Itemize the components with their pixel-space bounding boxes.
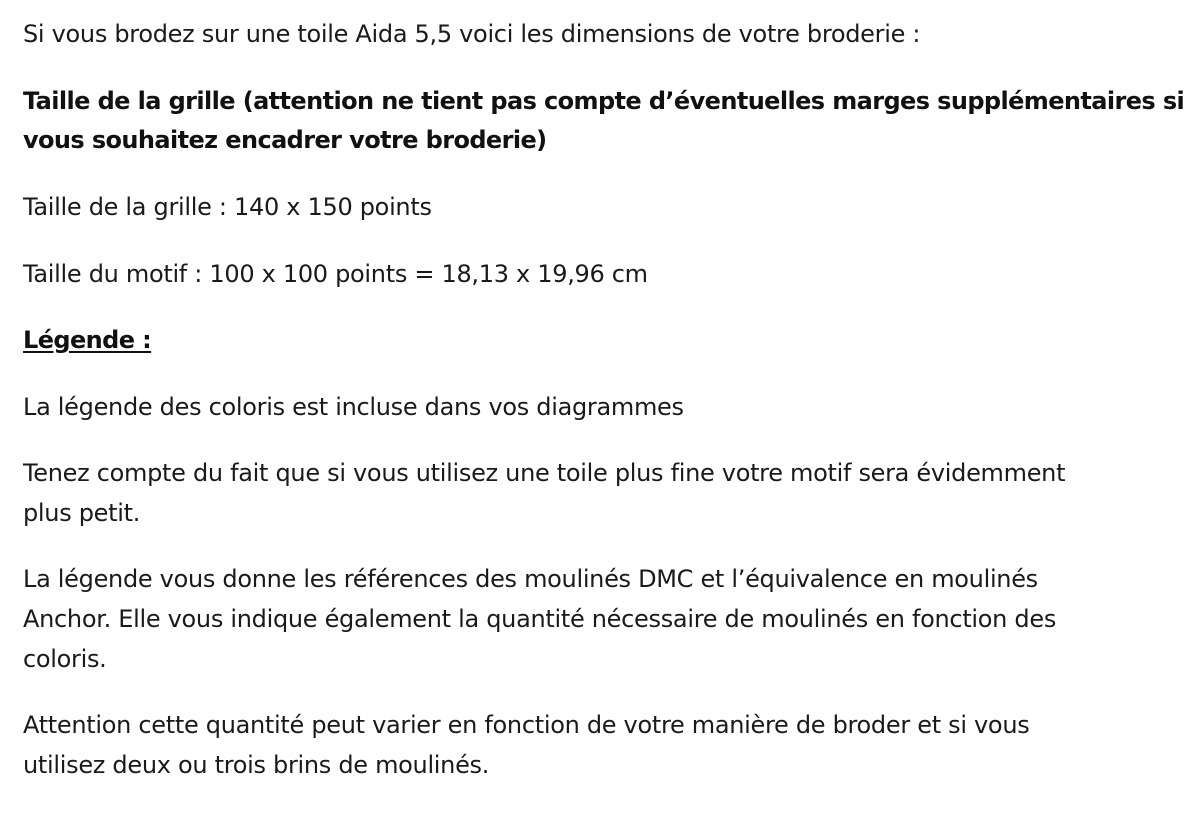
grid-heading-line-2: vous souhaitez encadrer votre broderie) bbox=[23, 126, 547, 154]
grid-size-text: Taille de la grille : 140 x 150 points bbox=[23, 193, 432, 221]
legend-paragraph-3-line-2: Anchor. Elle vous indique également la quantité nécessaire de moulinés en fonction des bbox=[23, 605, 1057, 633]
legend-paragraph-2-line-2: plus petit. bbox=[23, 499, 141, 527]
legend-title: Légende : bbox=[23, 326, 152, 354]
legend-paragraph-4-line-2: utilisez deux ou trois brins de moulinés. bbox=[23, 751, 490, 779]
legend-paragraph-3-line-3: coloris. bbox=[23, 645, 107, 673]
grid-heading-line-1: Taille de la grille (attention ne tient pas compte d’éventuelles marges supplémentaires si bbox=[23, 87, 1185, 115]
legend-paragraph-2-line-1: Tenez compte du fait que si vous utilisez une toile plus fine votre motif sera évidemment bbox=[23, 459, 1066, 487]
legend-paragraph-1: La légende des coloris est incluse dans vos diagrammes bbox=[23, 393, 684, 421]
motif-size-text: Taille du motif : 100 x 100 points = 18,13 x 19,96 cm bbox=[23, 260, 648, 288]
legend-paragraph-4-line-1: Attention cette quantité peut varier en fonction de votre manière de broder et si vous bbox=[23, 711, 1030, 739]
legend-paragraph-3-line-1: La légende vous donne les références des moulinés DMC et l’équivalence en moulinés bbox=[23, 565, 1038, 593]
intro-text: Si vous brodez sur une toile Aida 5,5 voici les dimensions de votre broderie : bbox=[23, 20, 921, 48]
